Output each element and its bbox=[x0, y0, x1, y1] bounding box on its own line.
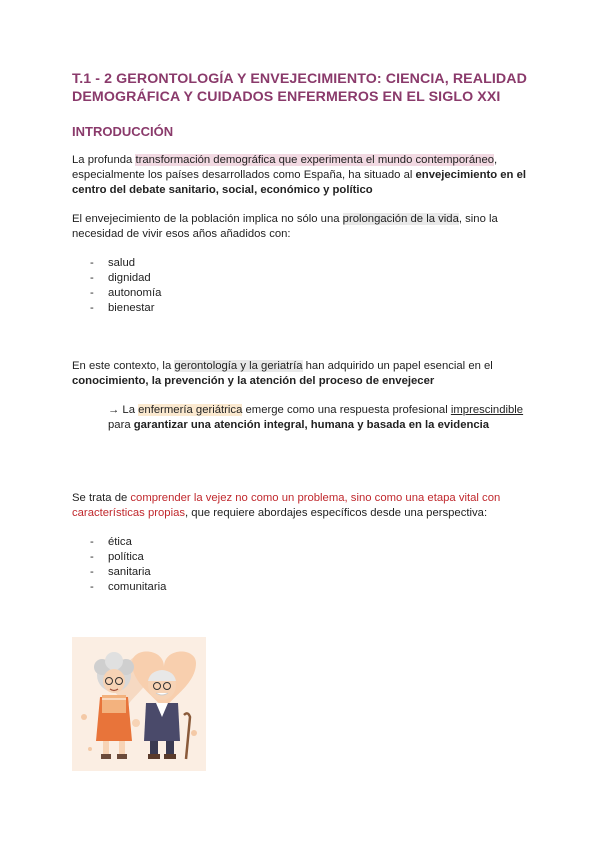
paragraph-3 bbox=[72, 359, 532, 389]
list-item: - política bbox=[90, 551, 144, 563]
text: En este contexto, la bbox=[72, 360, 175, 372]
text: , especialmente los países desarrollados como España, ha situado al bbox=[72, 154, 498, 181]
arrow-text: → La bbox=[108, 404, 139, 416]
text: El envejecimiento de la población implica no sólo una bbox=[72, 213, 343, 225]
bold-text: envejecimiento en el centro del debate sanitario, social, económico y político bbox=[72, 169, 527, 196]
bullet-list-1 bbox=[90, 256, 161, 316]
paragraph-2 bbox=[72, 212, 532, 242]
paragraph-5 bbox=[72, 491, 532, 521]
text: han adquirido un papel esencial en el bbox=[302, 360, 493, 372]
text: , sino la necesidad de vivir esos años añadidos con: bbox=[72, 213, 498, 240]
text: Se trata de bbox=[72, 492, 131, 504]
bullet-list-2 bbox=[90, 535, 166, 595]
bold-text: conocimiento, la prevención y la atención del proceso de envejecer bbox=[72, 375, 435, 387]
highlighted-text: prolongación de la vida bbox=[342, 213, 459, 225]
paragraph-4 bbox=[108, 403, 528, 433]
section-heading-introduccion: INTRODUCCIÓN bbox=[72, 124, 174, 139]
underlined-text: imprescindible bbox=[450, 404, 524, 416]
list-item: - dignidad bbox=[90, 272, 151, 284]
text: La profunda bbox=[72, 154, 136, 166]
list-item: - bienestar bbox=[90, 302, 155, 314]
text: , que requiere abordajes específicos desde una perspectiva: bbox=[185, 507, 488, 519]
elderly-couple-illustration bbox=[72, 637, 206, 771]
text: para bbox=[108, 419, 134, 431]
list-item: - comunitaria bbox=[90, 581, 167, 593]
red-text: comprender la vejez no como un problema, sino como una etapa vital con características propias bbox=[72, 492, 501, 519]
list-item: - salud bbox=[90, 257, 136, 269]
document-title: T.1 - 2 GERONTOLOGÍA Y ENVEJECIMIENTO: CIENCIA, REALIDAD DEMOGRÁFICA Y CUIDADOS ENFERMEROS EN EL SIGLO XXI bbox=[72, 71, 527, 105]
paragraph-1 bbox=[72, 153, 532, 198]
highlighted-text: enfermería geriátrica bbox=[138, 404, 243, 416]
bold-text: garantizar una atención integral, humana y basada en la evidencia bbox=[133, 419, 490, 431]
list-item: - autonomía bbox=[90, 287, 162, 299]
highlighted-text: transformación demográfica que experimenta el mundo contemporáneo bbox=[135, 154, 495, 166]
list-item: - sanitaria bbox=[90, 566, 151, 578]
list-item: - ética bbox=[90, 536, 132, 548]
highlighted-text: gerontología y la geriatría bbox=[174, 360, 303, 372]
text: emerge como una respuesta profesional bbox=[242, 404, 451, 416]
